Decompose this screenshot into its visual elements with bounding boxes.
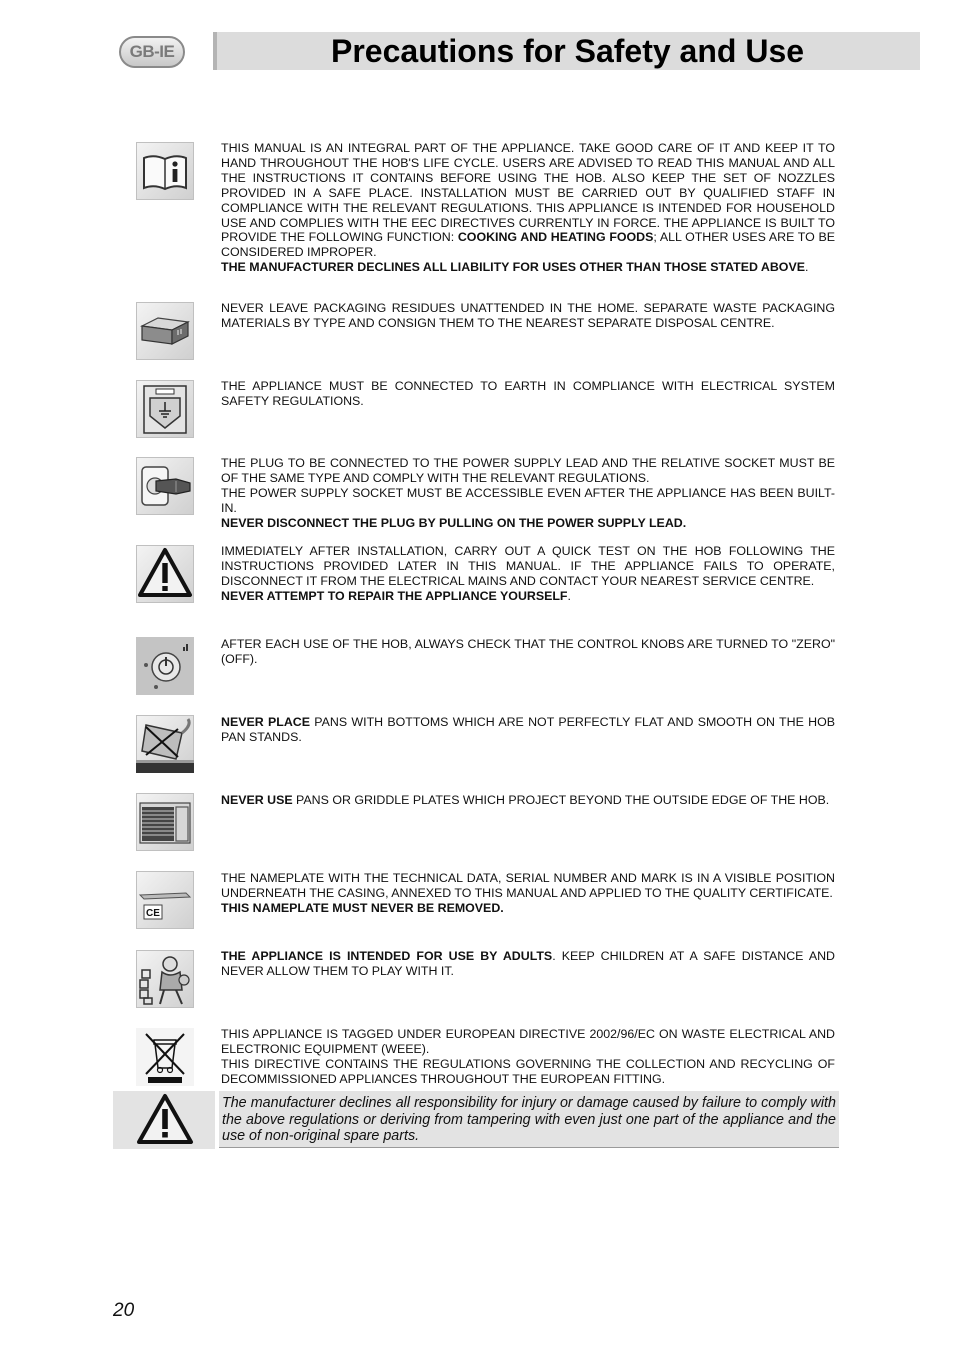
section-text-bold: THIS NAMEPLATE MUST NEVER BE REMOVED. [221, 900, 504, 915]
page-number: 20 [113, 1300, 135, 1321]
liability-note [219, 1091, 839, 1148]
section-text: THIS DIRECTIVE CONTAINS THE REGULATIONS GOVERNING THE COLLECTION AND RECYCLING OF DECOMMISSIONED APPLIANCES THROUGHOUT THE EUROPEAN FITTING. [221, 1056, 835, 1086]
section-text: . KEEP CHILDREN AT A SAFE DISTANCE AND NEVER ALLOW THEM TO PLAY WITH IT. [221, 949, 836, 978]
section-text: IMMEDIATELY AFTER INSTALLATION, CARRY OUT A QUICK TEST ON THE HOB FOLLOWING THE INSTRUCTIONS PROVIDED LATER IN THIS MANUAL. IF THE APPLIANCE FAILS TO OPERATE, DISCONNECT IT FROM THE ELECTRICAL MAINS AND CONTACT YOUR NEAREST SERVICE CENTRE. [221, 544, 835, 588]
section-text: THE APPLIANCE MUST BE CONNECTED TO EARTH IN COMPLIANCE WITH ELECTRICAL SYSTEM SAFETY REGULATIONS. [221, 379, 835, 408]
warning-triangle-icon [136, 545, 194, 603]
section-text-bold: NEVER ATTEMPT TO REPAIR THE APPLIANCE YOURSELF [221, 588, 568, 603]
packaging-box-icon [136, 302, 194, 360]
section-text: THIS APPLIANCE IS TAGGED UNDER EUROPEAN DIRECTIVE 2002/96/EC ON WASTE ELECTRICAL AND ELECTRONIC EQUIPMENT (WEEE). [221, 1027, 835, 1056]
control-knob-icon [136, 637, 194, 695]
section-text: PANS OR GRIDDLE PLATES WHICH PROJECT BEYOND THE OUTSIDE EDGE OF THE HOB. [292, 793, 830, 807]
section-weee [221, 1027, 835, 1087]
section-earth [221, 379, 835, 409]
section-text-bold: THE MANUFACTURER DECLINES ALL LIABILITY FOR USES OTHER THAN THOSE STATED ABOVE [221, 260, 805, 275]
griddle-plate-icon [136, 793, 194, 851]
section-children [221, 949, 835, 979]
section-text: THE NAMEPLATE WITH THE TECHNICAL DATA, SERIAL NUMBER AND MARK IS IN A VISIBLE POSITION UNDERNEATH THE CASING, ANNEXED TO THIS MANUAL AND APPLIED TO THE QUALITY CERTIFICATE. [221, 871, 835, 900]
section-text: . [567, 588, 571, 603]
section-griddle [221, 793, 835, 808]
ce-mark-label: CE [146, 908, 160, 919]
plug-socket-icon [136, 457, 194, 515]
section-text: . [804, 260, 809, 275]
manual-info-icon [136, 142, 194, 200]
section-text: PANS WITH BOTTOMS WHICH ARE NOT PERFECTLY FLAT AND SMOOTH ON THE HOB PAN STANDS. [221, 715, 835, 744]
uneven-pan-icon [136, 715, 194, 773]
section-text: THE PLUG TO BE CONNECTED TO THE POWER SUPPLY LEAD AND THE RELATIVE SOCKET MUST BE OF THE SAME TYPE AND COMPLY WITH THE RELEVANT REGULATIONS. [221, 456, 835, 485]
section-text-bold: NEVER PLACE [221, 715, 310, 729]
section-text-bold: THE APPLIANCE IS INTENDED FOR USE BY ADULTS [221, 949, 553, 963]
section-plug [221, 456, 835, 531]
weee-crossed-bin-icon [136, 1028, 194, 1086]
section-text: ; ALL OTHER USES ARE TO BE CONSIDERED IMPROPER. [221, 230, 836, 260]
section-text-bold: COOKING AND HEATING FOODS [457, 230, 654, 245]
section-knobs [221, 637, 835, 667]
section-text: NEVER LEAVE PACKAGING RESIDUES UNATTENDED IN THE HOME. SEPARATE WASTE PACKAGING MATERIALS BY TYPE AND CONSIGN THEM TO THE NEAREST SEPARATE DISPOSAL CENTRE. [221, 301, 835, 330]
section-text: THE POWER SUPPLY SOCKET MUST BE ACCESSIBLE EVEN AFTER THE APPLIANCE HAS BEEN BUILT-IN. [221, 485, 835, 515]
section-text: AFTER EACH USE OF THE HOB, ALWAYS CHECK THAT THE CONTROL KNOBS ARE TURNED TO "ZERO" (OFF). [221, 637, 835, 666]
section-text-bold: NEVER DISCONNECT THE PLUG BY PULLING ON THE POWER SUPPLY LEAD. [221, 515, 687, 530]
liability-note-text: The manufacturer declines all responsibility for injury or damage caused by failure to comply with the above regulations or deriving from tampering with even just one part of the appliance and the use of non-original spare parts. [222, 1095, 836, 1144]
nameplate-ce-icon [136, 871, 194, 929]
section-test [221, 544, 835, 604]
title-bar [213, 32, 920, 70]
earth-ground-icon [136, 380, 194, 438]
page-title: Precautions for Safety and Use [331, 33, 805, 69]
section-manual [221, 141, 835, 275]
section-flat-pans [221, 715, 835, 745]
section-text-bold: NEVER USE [221, 793, 293, 807]
section-text: THIS MANUAL IS AN INTEGRAL PART OF THE APPLIANCE. TAKE GOOD CARE OF IT AND KEEP IT TO HAND THROUGHOUT THE HOB'S LIFE CYCLE. USERS ARE ADVISED TO READ THIS MANUAL AND ALL THE INSTRUCTIONS IT CONTAINS BEFORE USING THE HOB. ALSO KEEP THE SET OF NOZZLES PROVIDED IN A SAFE PLACE. INSTALLATION MUST BE CARRIED OUT BY QUALIFIED STAFF IN COMPLIANCE WITH THE RELEVANT REGULATIONS. THIS APPLIANCE IS INTENDED FOR HOUSEHOLD USE AND COMPLIES WITH THE EEC DIRECTIVES CURRENTLY IN FORCE. THE APPLIANCE IS BUILT TO PROVIDE THE FOLLOWING FUNCTION: [221, 141, 835, 245]
section-packaging [221, 301, 835, 331]
warning-triangle-icon [113, 1091, 215, 1149]
section-nameplate [221, 871, 835, 916]
children-icon [136, 950, 194, 1008]
language-badge: GB-IE [119, 36, 185, 68]
